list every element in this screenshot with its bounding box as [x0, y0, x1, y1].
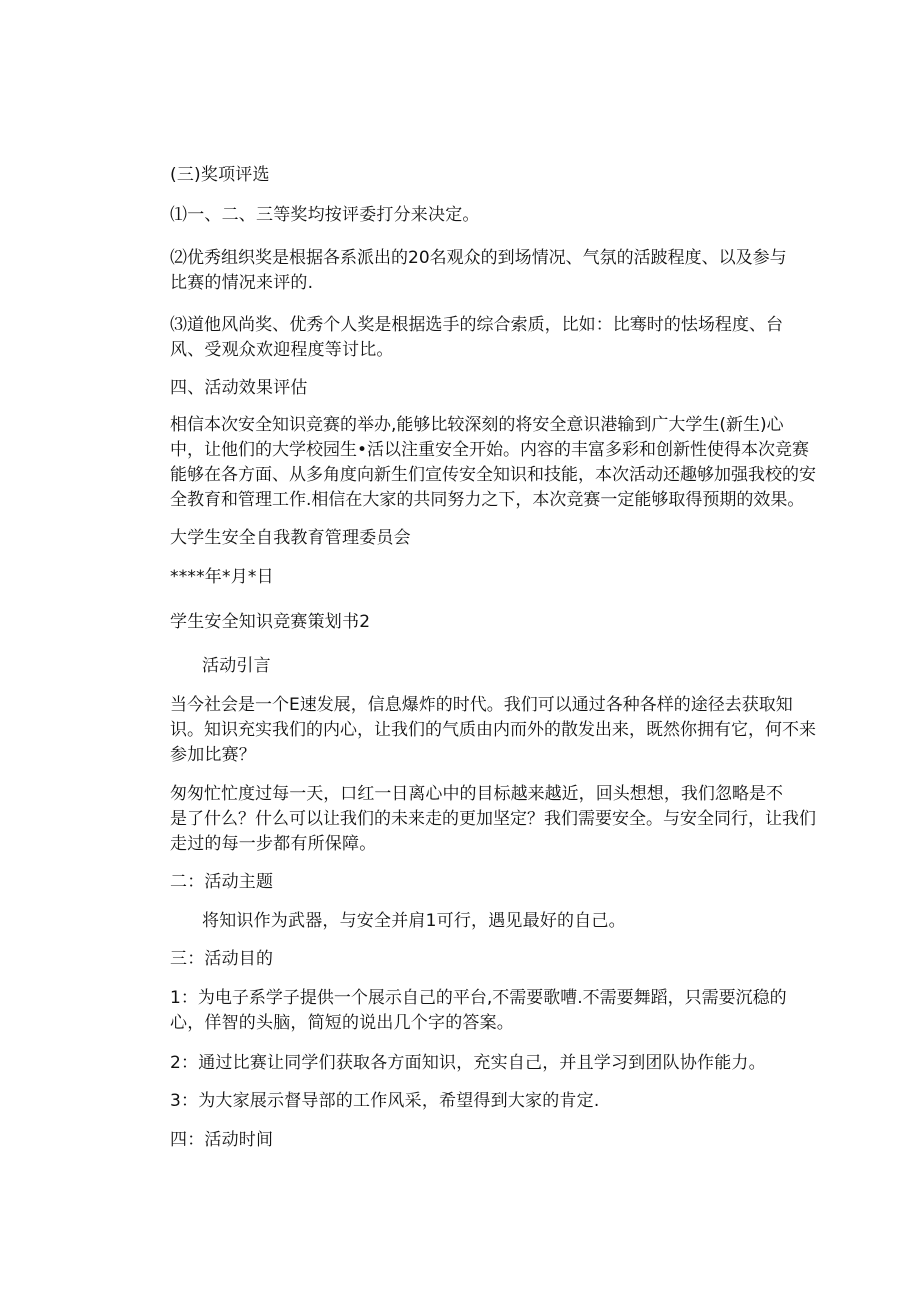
- plan-2-title: 学生安全知识竞赛策划书2: [170, 612, 371, 632]
- signature-date: ****年*月*日: [170, 567, 274, 587]
- purpose-heading: 三：活动目的: [170, 949, 274, 969]
- purpose-item-3: 3：为大家展示督导部的工作风采，希望得到大家的肯定.: [170, 1091, 600, 1111]
- award-item-1: ⑴一、二、三等奖均按评委打分来决定。: [170, 205, 480, 225]
- intro-heading: 活动引言: [202, 656, 271, 676]
- purpose-item-1-line-2: 心，佯智的头脑，简短的说出几个字的答案。: [170, 1013, 514, 1033]
- award-item-2-line-1: ⑵优秀组织奖是根据各系派出的20名观众的到场情况、气氛的活跛程度、以及参与: [170, 248, 787, 268]
- intro-paragraph-2-line-2: 是了什么？什么可以让我们的未来走的更加坚定？我们需要安全。与安全同行，让我们: [170, 809, 816, 829]
- purpose-item-2: 2：通过比赛让同学们获取各方面知识，充实自己，并且学习到团队协作能力。: [170, 1053, 766, 1073]
- intro-paragraph-1-line-2: 识。知识充实我们的内心，让我们的气质由内而外的散发出来，既然你拥有它，何不来: [170, 720, 816, 740]
- award-item-3-line-1: ⑶道他风尚奖、优秀个人奖是根据选手的综合索质，比如：比骞时的怯场程度、台: [170, 315, 783, 335]
- effect-paragraph-line-3: 能够在各方面、从多角度向新生们宣传安全知识和技能，本次活动还趣够加强我校的安: [170, 465, 816, 485]
- award-item-3-line-2: 风、受观众欢迎程度等讨比。: [170, 340, 394, 360]
- intro-paragraph-2-line-1: 匆匆忙忙度过每一天，口红一日离心中的目标越来越近，回头想想，我们忽略是不: [170, 784, 783, 804]
- effect-paragraph-line-2: 中，让他们的大学校园生•活以注重安全开始。内容的丰富多彩和创新性使得本次竞赛: [170, 440, 810, 460]
- time-heading: 四：活动时间: [170, 1130, 274, 1150]
- intro-paragraph-1-line-1: 当今社会是一个E速发展，信息爆炸的时代。我们可以通过各种各样的途径去获取知: [170, 695, 793, 715]
- effect-heading: 四、活动效果评估: [170, 378, 308, 398]
- purpose-item-1-line-1: 1：为电子系学子提供一个展示自己的平台,不需要歌嘈.不需要舞蹈，只需要沉稳的: [170, 988, 787, 1008]
- intro-paragraph-1-line-3: 参加比赛？: [170, 745, 256, 765]
- awards-heading: (三)奖项评选: [170, 165, 270, 185]
- theme-heading: 二：活动主题: [170, 872, 274, 892]
- award-item-2-line-2: 比赛的情况来评的.: [170, 273, 314, 293]
- effect-paragraph-line-4: 全教育和管理工作.相信在大家的共同努力之下，本次竞赛一定能够取得预期的效果。: [170, 490, 805, 510]
- theme-text: 将知识作为武器，与安全并肩1可行，遇见最好的自己。: [202, 911, 626, 931]
- committee-signature: 大学生安全自我教育管理委员会: [170, 528, 411, 548]
- effect-paragraph-line-1: 相信本次安全知识竞赛的举办,能够比较深刻的将安全意识港输到广大学生(新生)心: [170, 415, 784, 435]
- intro-paragraph-2-line-3: 走过的每一步都有所保障。: [170, 834, 377, 854]
